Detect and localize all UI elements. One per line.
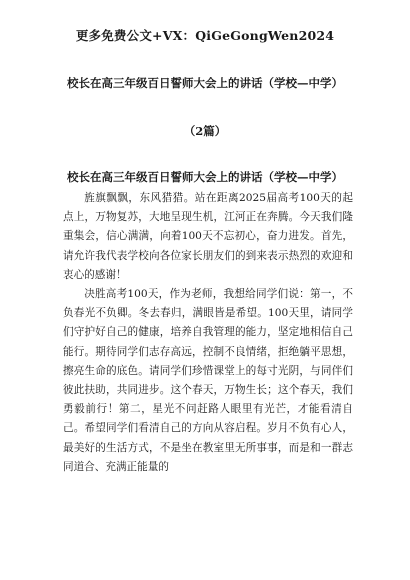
document-title: 校长在高三年级百日誓师大会上的讲话（学校—中学） <box>67 76 343 90</box>
body-text <box>63 189 353 477</box>
paragraph-2: 决胜高考100天，作为老师，我想给同学们说：第一，不负春光不负卿。冬去春归，满眼皆是希望。100天里，请同学们守护好自己的健康，培养自我管理的能力，坚定地相信自己能行。期待同学们志存高远，控制不良情绪，拒绝躺平思想，擦亮生命的底色。请同学们珍惜课堂上的每寸光阴，与同伴们彼此扶助，共同进步。这个春天，万物生长；这个春天，我们勇毅前行！第二，星光不问赶路人眼里有光芒，才能看清自己。希望同学们看清自己的方向从容启程。岁月不负有心人，最美好的生活方式，不是坐在教室里无所事事，而是和一群志同道合、充满正能量的 <box>63 288 353 473</box>
body-clip <box>63 189 363 580</box>
part-count-label: （2篇） <box>183 124 227 138</box>
watermark-header: 更多免费公文+VX：QiGeGongWen2024 <box>75 28 335 43</box>
paragraph-1: 旌旗飘飘，东风猎猎。站在距离2025届高考100天的起点上，万物复苏，大地呈现生机，江河正在奔腾。今天我们隆重集会，信心满满，向着100天不忘初心，奋力进发。首先，请允许我代表学校向各位家长朋友们的到来表示热烈的欢迎和衷心的感谢！ <box>63 192 353 281</box>
section-title: 校长在高三年级百日誓师大会上的讲话（学校—中学） <box>67 170 343 184</box>
